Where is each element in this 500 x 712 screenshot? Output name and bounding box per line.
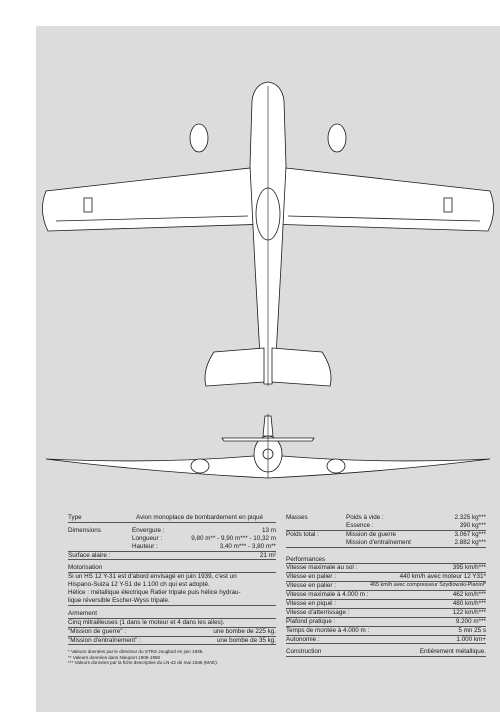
perf-row-8 <box>286 636 486 645</box>
armement-name: "Mission de guerre" : <box>68 627 127 635</box>
armement-text: Cinq mitrailleuses (1 dans le moteur et 4 dans les ailes). <box>68 618 225 626</box>
perf-value: 440 km/h avec moteur 12 Y31* <box>399 573 486 581</box>
perf-row-3 <box>286 591 486 600</box>
mass-value: 2.325 kg*** <box>454 514 486 521</box>
perf-row-7 <box>286 627 486 636</box>
motorisation-line <box>68 589 276 597</box>
dim-value: 9,80 m** - 9,90 m*** - 10,32 m <box>191 534 276 542</box>
perf-name: Autonomie : <box>286 635 320 643</box>
perf-name: Vitesse d'atterrissage : <box>286 608 350 616</box>
motorisation-line <box>68 573 276 581</box>
perf-name: Vitesse maximale à 4.000 m : <box>286 591 369 599</box>
motorisation-text: Si un HS 12 Y-31 est d'abord envisagé en juin 1939, c'est un <box>68 573 237 581</box>
perf-row-2 <box>286 582 486 591</box>
type-value: Avion monoplace de bombardement en piqué <box>136 514 263 521</box>
masses-row-1 <box>286 522 486 531</box>
top-view-left-gear-fairing <box>190 124 208 152</box>
motorisation-label: Motorisation <box>68 564 103 572</box>
total-row-0 <box>286 531 486 539</box>
motorisation-text: Hispano-Suiza 12 Y-51 de 1.100 ch qui est adopté. <box>68 581 210 589</box>
perf-name: Plafond pratique : <box>286 617 336 625</box>
total-value: 2.882 kg*** <box>454 538 486 546</box>
dim-name: Longueur : <box>132 534 163 542</box>
front-view-right-gear <box>327 459 345 473</box>
perf-value: 395 km/h*** <box>452 564 486 572</box>
dimensions-label: Dimensions <box>68 526 101 534</box>
left-specs <box>68 514 276 666</box>
armement-row-1 <box>68 637 276 646</box>
aircraft-drawing <box>36 26 500 526</box>
total-value: 3.067 kg*** <box>454 530 486 538</box>
perf-value: 1.000 km+ <box>456 635 486 643</box>
footnote: *** Valeurs données par la fiche descriptive du LN-42 de mai 1946 (MAE). <box>68 660 219 666</box>
surface-label: Surface alaire : <box>68 551 111 559</box>
right-specs <box>286 514 486 657</box>
total-label: Poids total : <box>286 530 319 538</box>
masses-label: Masses <box>286 514 308 521</box>
footnotes <box>68 649 276 665</box>
perf-row-0 <box>286 564 486 573</box>
total-name: Mission d'entraînement <box>346 538 411 546</box>
mass-name: Essence : <box>346 521 374 529</box>
surface-value: 21 m² <box>259 551 276 559</box>
surface-row <box>68 552 276 561</box>
armement-name: "Mission d'entraînement" : <box>68 636 141 644</box>
total-name: Mission de guerre <box>346 530 397 538</box>
perf-name: Vitesse en palier : <box>286 573 336 581</box>
perf-value: 9.200 m*** <box>455 617 486 625</box>
dimensions-row-0 <box>68 527 276 535</box>
construction-value: Entièrement métallique. <box>419 648 486 656</box>
motorisation-line <box>68 597 276 606</box>
perf-row-4 <box>286 600 486 609</box>
dimensions-row-1 <box>68 535 276 543</box>
perf-value: 462 km/h*** <box>452 591 486 599</box>
spec-sheet <box>36 26 500 712</box>
perf-value: 122 km/h*** <box>452 608 486 616</box>
perf-name: Vitesse maximale au sol : <box>286 564 358 572</box>
construction-label: Construction <box>286 648 322 656</box>
dimensions-row-2 <box>68 543 276 552</box>
mass-name: Poids à vide : <box>346 514 384 521</box>
armement-row-0 <box>68 628 276 637</box>
top-view-right-gear-fairing <box>328 124 346 152</box>
perf-name: Vitesse en piqué : <box>286 600 336 608</box>
type-label: Type <box>68 514 82 521</box>
dim-value: 13 m <box>262 526 276 534</box>
construction-row <box>286 648 486 657</box>
armement-value: une bombe de 35 kg. <box>216 636 276 644</box>
front-view-left-gear <box>191 459 209 473</box>
masses-row-0 <box>286 514 486 522</box>
performances-label: Performances <box>286 555 326 563</box>
dim-name: Envergure : <box>132 526 165 534</box>
armement-value: une bombe de 225 kg. <box>213 627 276 635</box>
mass-value: 390 kg*** <box>459 521 486 529</box>
perf-value: 480 km/h*** <box>452 600 486 608</box>
armement-line <box>68 619 276 628</box>
footnote: ** Valeurs données dans Nieuport 1909-1950 <box>68 654 161 660</box>
perf-value: 5 mn 25 s <box>458 626 486 634</box>
armement-heading <box>68 610 276 619</box>
perf-name: Vitesse en palier : <box>286 582 336 590</box>
motorisation-text: Hélice : métallique électrique Ratier tripale puis hélice hydrau- <box>68 589 241 597</box>
type-row <box>68 514 276 523</box>
performances-heading <box>286 556 486 565</box>
perf-name: Temps de montée à 4.000 m : <box>286 626 370 634</box>
armement-label: Armement <box>68 609 98 617</box>
dim-value: 3,40 m*** - 3,80 m** <box>219 542 276 550</box>
motorisation-text: lique réversible Escher-Wyss tripale. <box>68 597 170 605</box>
perf-value: 465 km/h avec compresseur Szydlowski-Planiol* <box>370 582 486 589</box>
total-row-1 <box>286 539 486 548</box>
perf-row-1 <box>286 573 486 582</box>
motorisation-heading <box>68 564 276 573</box>
dim-name: Hauteur : <box>132 542 158 550</box>
perf-row-6 <box>286 618 486 627</box>
perf-row-5 <box>286 609 486 618</box>
footnote: * Valeurs données par le directeur du STRS Jouglard en juin 1939. <box>68 649 204 655</box>
motorisation-line <box>68 581 276 589</box>
